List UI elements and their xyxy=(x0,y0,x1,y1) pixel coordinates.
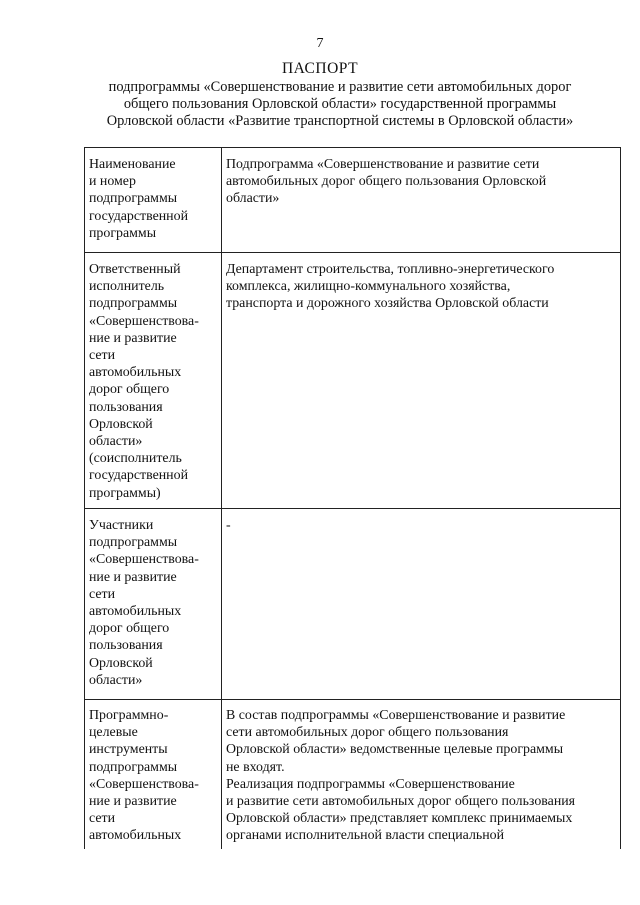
label-line: подпрограммы xyxy=(89,759,178,775)
value-line: Орловской области» ведомственные целевые программы xyxy=(226,742,564,758)
label-line: инструменты xyxy=(89,742,168,758)
label-line: Участники xyxy=(89,518,154,533)
label-line: (соисполнитель xyxy=(89,451,182,467)
label-line: области» xyxy=(89,434,143,450)
label-line: подпрограммы xyxy=(89,191,178,207)
label-line: ние и развитие xyxy=(89,569,177,585)
label-line: ние и развитие xyxy=(89,330,177,346)
label-line: государственной xyxy=(89,208,188,224)
label-line: дорог общего xyxy=(89,382,170,398)
document-subtitle xyxy=(40,79,640,130)
row-value xyxy=(222,700,621,849)
document-title: ПАСПОРТ xyxy=(281,60,359,77)
value-line: не входят. xyxy=(226,759,285,775)
label-line: Наименование xyxy=(89,157,176,172)
value-line: транспорта и дорожного хозяйства Орловской области xyxy=(226,296,549,312)
label-line: дорог общего xyxy=(89,621,170,637)
label-line: подпрограммы xyxy=(89,535,178,551)
label-line: автомобильных xyxy=(89,604,182,620)
subtitle-line: Орловской области «Развитие транспортной системы в Орловской области» xyxy=(106,113,574,129)
label-line: пользования xyxy=(89,638,163,654)
value-line: области» xyxy=(226,191,280,207)
row-label xyxy=(85,148,222,253)
value-line: автомобильных дорог общего пользования Орловской xyxy=(226,174,547,190)
label-line: автомобильных xyxy=(89,828,182,844)
label-line: сети xyxy=(89,811,116,827)
value-line: Орловской области» представляет комплекс принимаемых xyxy=(226,811,573,827)
label-line: автомобильных xyxy=(89,365,182,381)
row-label xyxy=(85,700,222,849)
label-line: «Совершенствова- xyxy=(89,776,199,792)
label-line: Орловской xyxy=(89,655,153,671)
row-value xyxy=(222,148,621,253)
label-line: программы) xyxy=(89,485,161,501)
row-label xyxy=(85,253,222,509)
subtitle-line: общего пользования Орловской области» государственной программы xyxy=(123,96,557,112)
label-line: исполнитель xyxy=(89,279,165,295)
value-line: Подпрограмма «Совершенствование и развитие сети xyxy=(226,157,540,172)
label-line: подпрограммы xyxy=(89,296,178,312)
label-line: Программно- xyxy=(89,708,169,723)
label-line: «Совершенствова- xyxy=(89,552,199,568)
row-value xyxy=(222,509,621,700)
value-line: В состав подпрограммы «Совершенствование и развитие xyxy=(226,708,566,723)
value-line: и развитие сети автомобильных дорог общего пользования xyxy=(226,794,576,810)
table-row xyxy=(85,509,621,700)
value-line: сети автомобильных дорог общего пользования xyxy=(226,725,509,741)
label-line: «Совершенствова- xyxy=(89,313,199,329)
value-line: органами исполнительной власти специальной xyxy=(226,828,505,844)
label-line: Ответственный xyxy=(89,262,181,277)
label-line: государственной xyxy=(89,468,188,484)
label-line: и номер xyxy=(89,174,136,190)
label-line: программы xyxy=(89,225,157,241)
value-line: Департамент строительства, топливно-энергетического xyxy=(226,262,555,277)
subtitle-line: подпрограммы «Совершенствование и развитие сети автомобильных дорог xyxy=(108,79,572,95)
value-line: Реализация подпрограммы «Совершенствование xyxy=(226,776,515,792)
table-row xyxy=(85,700,621,849)
label-line: ние и развитие xyxy=(89,794,177,810)
label-line: пользования xyxy=(89,399,163,415)
passport-table xyxy=(84,147,621,849)
value-line: комплекса, жилищно-коммунального хозяйства, xyxy=(226,279,511,295)
row-label xyxy=(85,509,222,700)
label-line: Орловской xyxy=(89,416,153,432)
label-line: области» xyxy=(89,672,143,688)
table-row xyxy=(85,253,621,509)
label-line: целевые xyxy=(89,725,138,741)
page-number: 7 xyxy=(316,36,324,51)
row-value xyxy=(222,253,621,509)
label-line: сети xyxy=(89,348,116,364)
table-row xyxy=(85,148,621,253)
label-line: сети xyxy=(89,586,116,602)
value-line: - xyxy=(226,518,231,533)
